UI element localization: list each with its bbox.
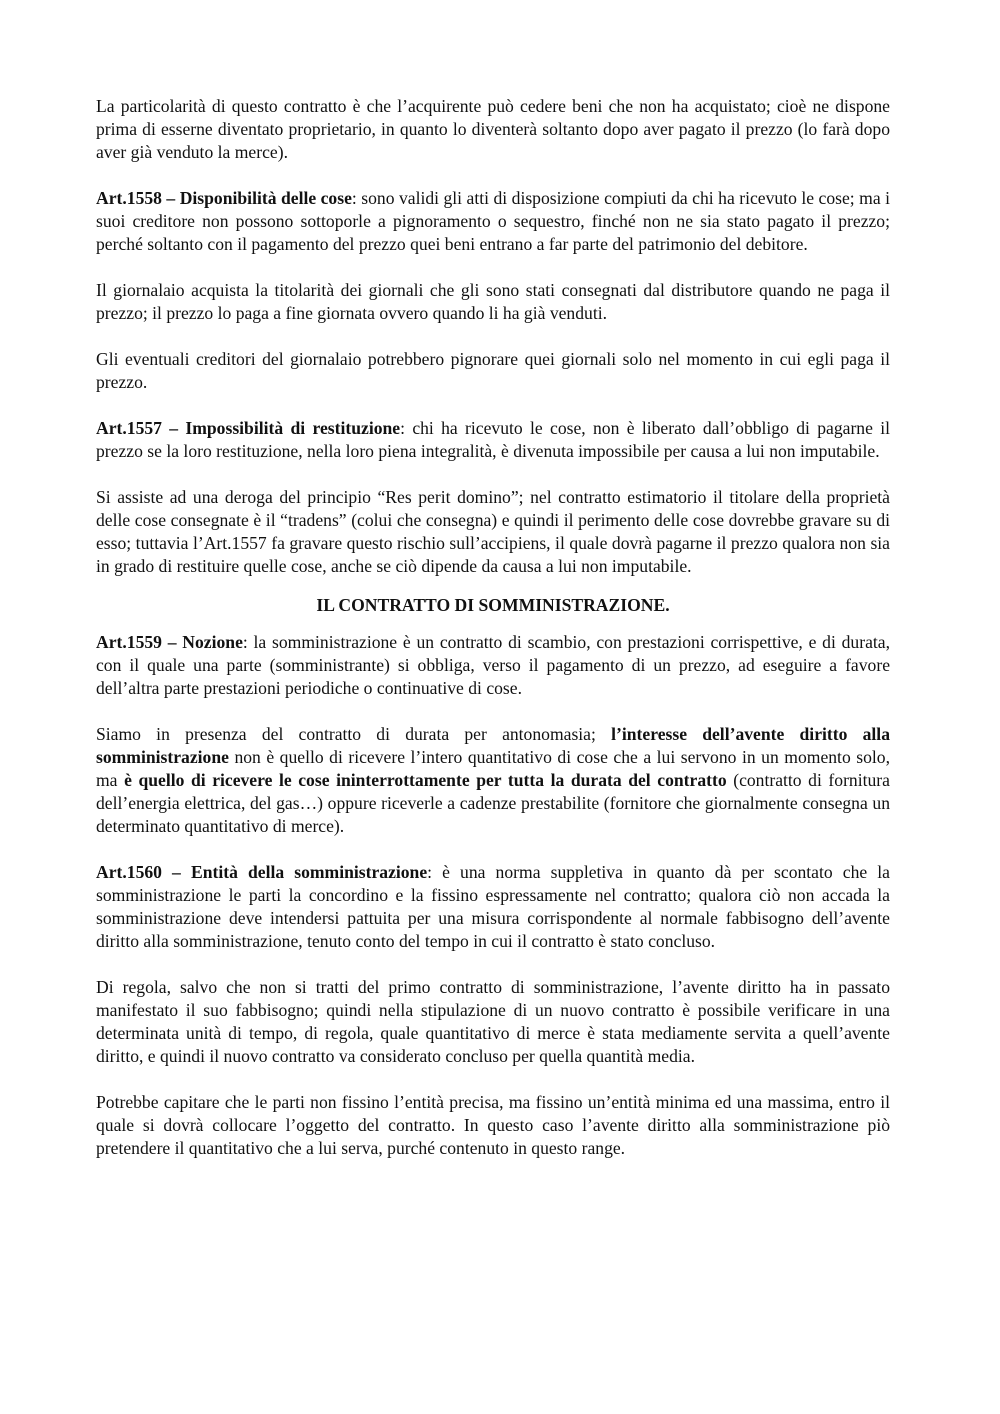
paragraph-4: Gli eventuali creditori del giornalaio potrebbero pignorare quei giornali solo nel momento in cui egli paga il prezzo.	[96, 349, 890, 392]
article-text: : chi ha ricevuto le cose, non è liberato dall’obbligo di pagarne il prezzo se la loro restituzione, nella loro piena integralità, è divenuta impossibile per causa a lui non imputabile.	[96, 418, 891, 461]
article-text: : è una norma suppletiva in quanto dà per scontato che la somministrazione le parti la concordino e la fissino espressamente nel contratto; qualora ciò non accada la somministrazione deve intendersi pattuita per una misura corrispondente al normale fabbisogno dell’avente diritto alla somministrazione, tenuto conto del tempo in cui il contratto è stato concluso.	[96, 862, 890, 951]
paragraph-art-1560	[96, 861, 890, 953]
bold-segment: l’interesse dell’avente diritto alla somministrazione	[96, 724, 890, 767]
article-label: Art.1557 – Impossibilità di restituzione	[96, 418, 401, 438]
text-segment: Siamo in presenza del contratto di durata per antonomasia;	[96, 724, 612, 744]
paragraph-art-1558	[96, 187, 890, 256]
article-label: Art.1560 – Entità della somministrazione	[96, 862, 428, 882]
paragraph-3: Il giornalaio acquista la titolarità dei giornali che gli sono stati consegnati dal distributore quando ne paga il prezzo; il prezzo lo paga a fine giornata ovvero quando li ha già venduti.	[96, 280, 890, 323]
paragraph-art-1559	[96, 631, 890, 700]
text-segment: (contratto di fornitura dell’energia elettrica, del gas…) oppure riceverle a cadenze prestabilite (fornitore che giornalmente consegna un determinato quantitativo di merce).	[96, 770, 890, 836]
document-page	[96, 95, 890, 1183]
article-label: Art.1559 – Nozione	[96, 632, 243, 652]
article-label: Art.1558 – Disponibilità delle cose	[96, 188, 352, 208]
text-segment: non è quello di ricevere l’intero quantitativo di cose che a lui servono in un momento solo, ma	[96, 747, 890, 790]
bold-segment: è quello di ricevere le cose ininterrottamente per tutta la durata del contratto	[124, 770, 727, 790]
article-text: : sono validi gli atti di disposizione compiuti da chi ha ricevuto le cose; ma i suoi creditore non possono sottoporle a pignoramento o sequestro, finché non ne sia stato pagato il prezzo; perché soltanto con il pagamento del prezzo quei beni entrano a far parte del patrimonio del debitore.	[96, 188, 890, 254]
paragraph-10: Di regola, salvo che non si tratti del primo contratto di somministrazione, l’avente diritto ha in passato manifestato il suo fabbisogno; quindi nella stipulazione di un nuovo contratto è possibile verificare in una determinata unità di tempo, di regola, quale quantitativo di merce è stata mediamente servita a quell’avente diritto, e quindi il nuovo contratto va considerato concluso per quella quantità media.	[96, 977, 890, 1066]
paragraph-8	[96, 723, 890, 838]
section-heading: IL CONTRATTO DI SOMMINISTRAZIONE.	[316, 595, 670, 615]
paragraph-art-1557	[96, 417, 890, 463]
paragraph-11: Potrebbe capitare che le parti non fissino l’entità precisa, ma fissino un’entità minima ed una massima, entro il quale si dovrà collocare l’oggetto del contratto. In questo caso l’avente diritto alla somministrazione piò pretendere il quantitativo che a lui serva, purché contenuto in questo range.	[96, 1092, 890, 1158]
paragraph-1: La particolarità di questo contratto è che l’acquirente può cedere beni che non ha acquistato; cioè ne dispone prima di esserne diventato proprietario, in quanto lo diventerà soltanto dopo aver pagato il prezzo (lo farà dopo aver già venduto la merce).	[96, 96, 890, 162]
article-text: : la somministrazione è un contratto di scambio, con prestazioni corrispettive, e di durata, con il quale una parte (somministrante) si obbliga, verso il pagamento di un prezzo, ad eseguire a favore dell’altra parte prestazioni periodiche o continuative di cose.	[96, 632, 890, 698]
paragraph-6: Si assiste ad una deroga del principio “Res perit domino”; nel contratto estimatorio il titolare della proprietà delle cose consegnate è il “tradens” (colui che consegna) e quindi il perimento delle cose dovrebbe gravare su di esso; tuttavia l’Art.1557 fa gravare questo rischio sull’accipiens, il quale dovrà pagarne il prezzo qualora non sia in grado di restituire quelle cose, anche se ciò dipende da causa a lui non imputabile.	[96, 487, 890, 576]
